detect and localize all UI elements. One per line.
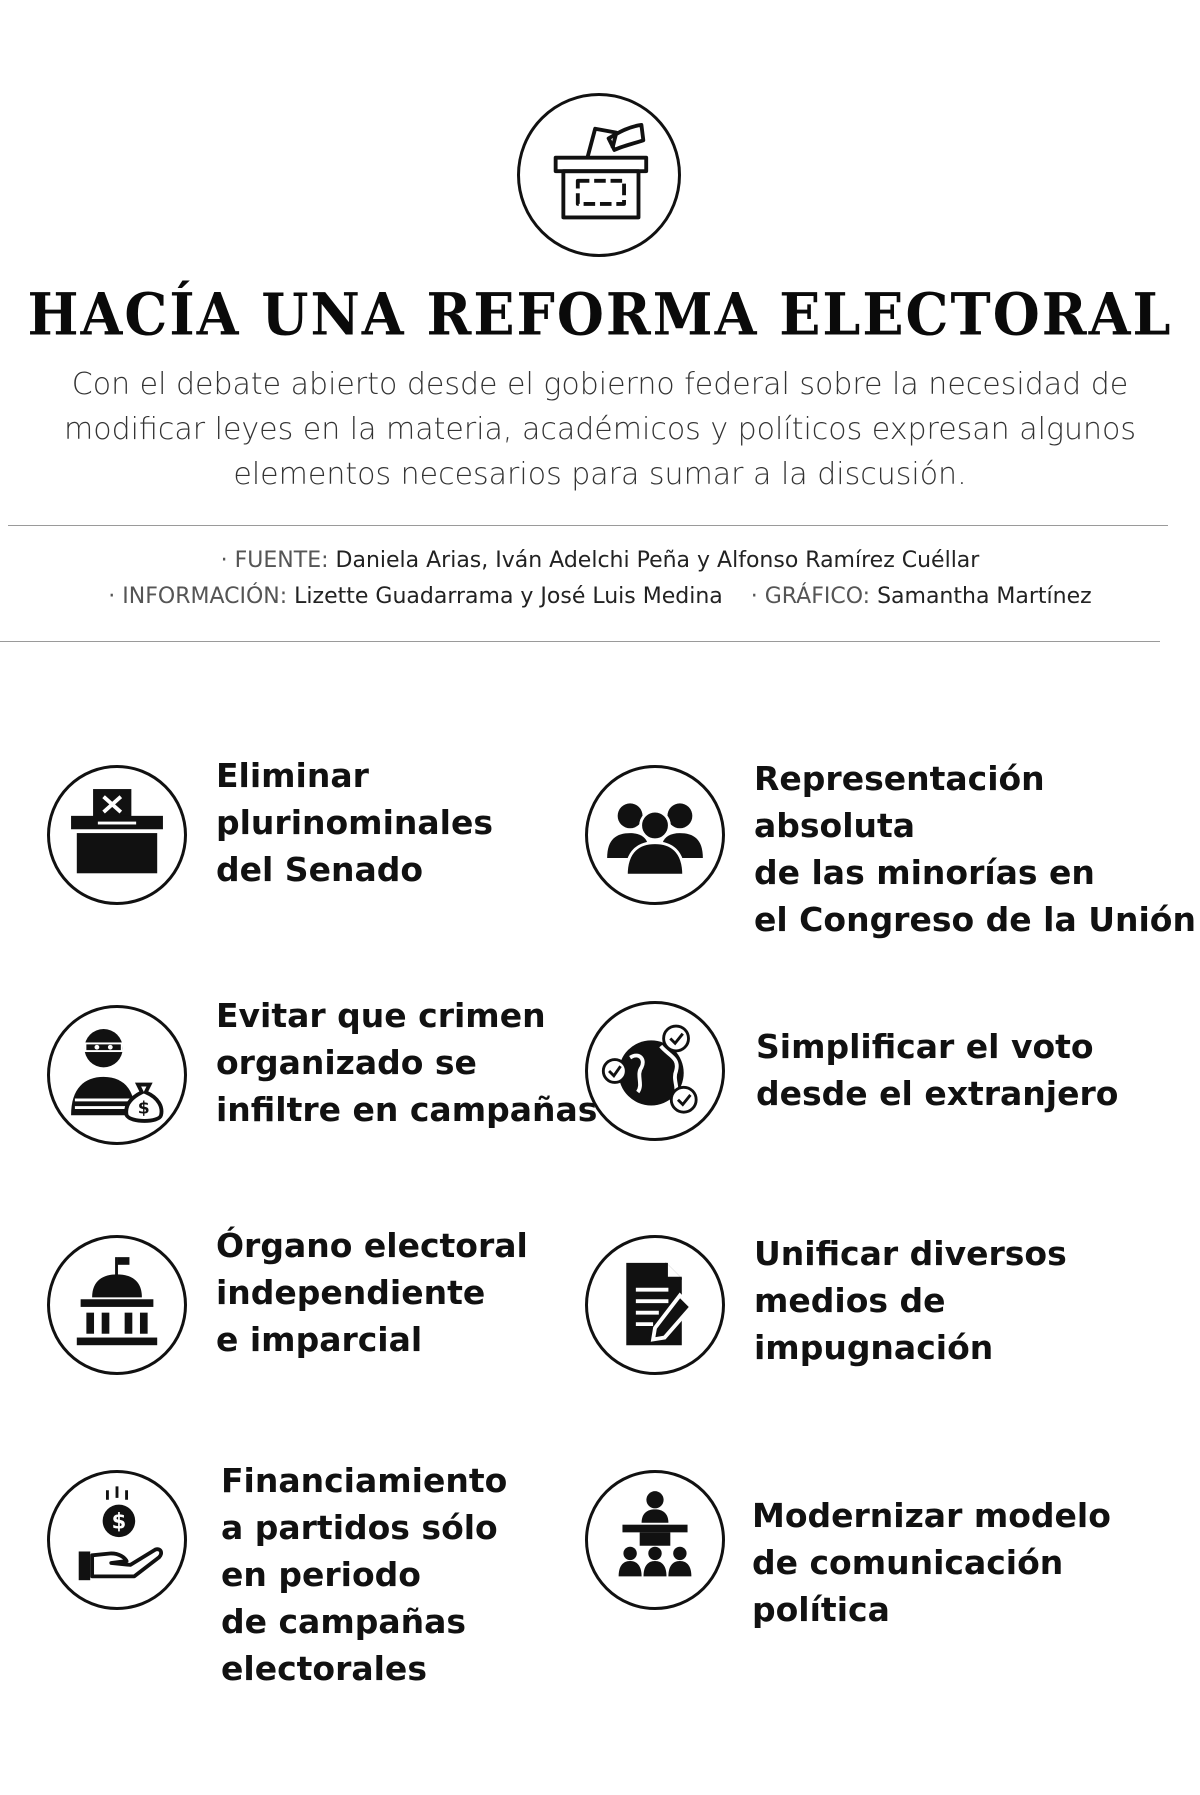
- page-title: HACÍA UNA REFORMA ELECTORAL: [27, 279, 1173, 349]
- item-organo-electoral: Órgano electoral independiente e imparcial: [216, 1226, 528, 1359]
- item-eliminar-plurinominales: Eliminar plurinominales del Senado: [216, 756, 493, 889]
- hand-coin-icon: [47, 1470, 187, 1610]
- info-label: · INFORMACIÓN:: [108, 584, 288, 609]
- divider-bottom: [0, 641, 1160, 642]
- page-subtitle: Con el debate abierto desde el gobierno federal sobre la necesidad de modificar leyes en la materia, académicos y políticos expresan algunos elementos necesarios para sumar a la discusión.: [64, 367, 1136, 492]
- credits-info: [0, 584, 1200, 609]
- people-group-icon: [585, 765, 725, 905]
- svg-text:$: $: [111, 1508, 127, 1534]
- government-building-icon: [47, 1235, 187, 1375]
- speaker-audience-icon: [585, 1470, 725, 1610]
- fuente-value: Daniela Arias, Iván Adelchi Peña y Alfonso Ramírez Cuéllar: [335, 548, 980, 573]
- grafico-label: · GRÁFICO:: [750, 584, 871, 609]
- ballot-box-icon: [517, 93, 681, 257]
- globe-checkmarks-icon: [585, 1001, 725, 1141]
- credits-source: [0, 548, 1200, 573]
- masked-thief-money-bag-icon: [47, 1005, 187, 1145]
- info-value: Lizette Guadarrama y José Luis Medina: [294, 584, 723, 609]
- item-financiamiento-partidos: Financiamiento a partidos sólo en periodo de campañas electorales: [221, 1461, 508, 1688]
- grafico-value: Samantha Martínez: [877, 584, 1092, 609]
- item-unificar-impugnacion: Unificar diversos medios de impugnación: [754, 1234, 1067, 1367]
- svg-text:$: $: [137, 1098, 150, 1119]
- item-modernizar-comunicacion: Modernizar modelo de comunicación política: [752, 1496, 1111, 1629]
- item-evitar-crimen: Evitar que crimen organizado se infiltre en campañas: [216, 996, 598, 1129]
- document-pen-icon: [585, 1235, 725, 1375]
- item-simplificar-voto: Simplificar el voto desde el extranjero: [756, 1027, 1119, 1113]
- ballot-box-x-icon: [47, 765, 187, 905]
- item-representacion-minorias: Representación absoluta de las minorías en el Congreso de la Unión: [754, 759, 1196, 939]
- divider-top: [8, 525, 1168, 526]
- fuente-label: · FUENTE:: [220, 548, 329, 573]
